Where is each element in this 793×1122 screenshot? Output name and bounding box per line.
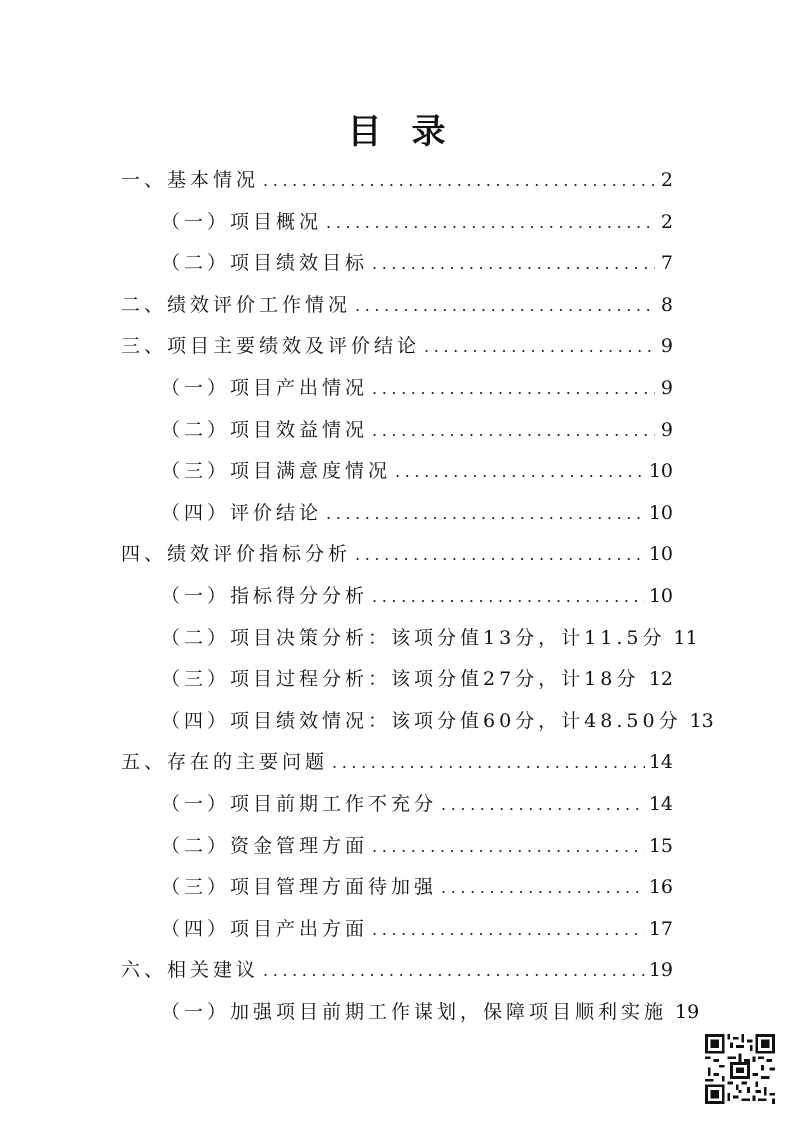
toc-entry-page-number: 9 xyxy=(660,418,673,441)
toc-entry[interactable] xyxy=(121,826,673,868)
toc-entry-page-number: 14 xyxy=(648,792,673,815)
toc-entry-page-number: 9 xyxy=(660,335,673,358)
dot-leader xyxy=(326,202,655,244)
toc-entry[interactable] xyxy=(121,534,673,576)
toc-entry-label: （二）资金管理方面 xyxy=(161,834,369,857)
toc-entry-label: （三）项目满意度情况 xyxy=(161,460,392,483)
toc-entry[interactable] xyxy=(121,909,673,951)
dot-leader xyxy=(263,950,645,992)
toc-entry-page-number: 2 xyxy=(660,169,673,191)
toc-entry-label: （一）项目前期工作不充分 xyxy=(161,792,438,815)
toc-entry-label: （四）项目绩效情况：该项分值60分，计48.50分 xyxy=(161,709,682,732)
toc-entry-label: 五、存在的主要问题 xyxy=(121,751,329,774)
dot-leader xyxy=(372,576,645,618)
toc-entry[interactable] xyxy=(121,493,673,535)
page-title: 目录 xyxy=(347,112,476,152)
toc-entry-page-number: 19 xyxy=(648,959,673,982)
toc-entry-page-number: 8 xyxy=(660,293,673,316)
table-of-contents xyxy=(121,160,714,1033)
toc-entry-label: 一、基本情况 xyxy=(121,169,260,191)
toc-entry-page-number: 17 xyxy=(648,917,673,940)
dot-leader xyxy=(395,451,645,493)
toc-entry-page-number: 10 xyxy=(648,543,673,566)
dot-leader xyxy=(372,243,655,285)
dot-leader xyxy=(372,368,655,410)
toc-entry[interactable] xyxy=(121,285,673,327)
toc-entry-page-number: 10 xyxy=(648,460,673,483)
toc-entry[interactable] xyxy=(121,160,673,202)
toc-entry-label: （一）加强项目前期工作谋划，保障项目顺利实施 xyxy=(161,1000,668,1023)
toc-entry-label: （三）项目管理方面待加强 xyxy=(161,876,438,899)
dot-leader xyxy=(355,534,645,576)
toc-entry-label: （一）项目产出情况 xyxy=(161,376,369,399)
toc-entry-page-number: 9 xyxy=(660,376,673,399)
toc-entry-page-number: 14 xyxy=(648,751,673,774)
toc-entry-label: 三、项目主要绩效及评价结论 xyxy=(121,335,421,358)
toc-entry[interactable] xyxy=(121,742,673,784)
toc-entry-label: （四）评价结论 xyxy=(161,501,323,524)
toc-entry-label: （四）项目产出方面 xyxy=(161,917,369,940)
toc-entry-label: （二）项目决策分析：该项分值13分，计11.5分 xyxy=(161,626,666,649)
toc-entry-page-number: 19 xyxy=(675,1000,700,1023)
toc-entry-page-number: 16 xyxy=(648,876,673,899)
toc-entry-label: 四、绩效评价指标分析 xyxy=(121,543,352,566)
toc-entry-label: （二）项目绩效目标 xyxy=(161,252,369,275)
toc-entry-label: 二、绩效评价工作情况 xyxy=(121,293,352,316)
dot-leader xyxy=(441,867,645,909)
toc-entry-label: 六、相关建议 xyxy=(121,959,260,982)
toc-entry[interactable] xyxy=(121,992,700,1034)
dot-leader xyxy=(332,742,645,784)
toc-entry-page-number: 13 xyxy=(689,709,714,732)
toc-entry[interactable] xyxy=(121,950,673,992)
toc-entry[interactable] xyxy=(121,659,673,701)
dot-leader xyxy=(643,659,644,701)
toc-entry-page-number: 12 xyxy=(648,668,673,691)
toc-entry-page-number: 11 xyxy=(673,626,698,649)
toc-entry[interactable] xyxy=(121,410,673,452)
toc-entry[interactable] xyxy=(121,867,673,909)
toc-entry-label: （一）项目概况 xyxy=(161,210,323,233)
toc-entry[interactable] xyxy=(121,784,673,826)
toc-entry-page-number: 10 xyxy=(648,584,673,607)
toc-entry-label: （二）项目效益情况 xyxy=(161,418,369,441)
toc-entry-page-number: 2 xyxy=(660,210,673,233)
dot-leader xyxy=(441,784,645,826)
toc-entry-label: （三）项目过程分析：该项分值27分，计18分 xyxy=(161,668,640,691)
toc-entry[interactable] xyxy=(121,576,673,618)
dot-leader xyxy=(372,909,645,951)
toc-entry-page-number: 10 xyxy=(648,501,673,524)
toc-entry-page-number: 15 xyxy=(648,834,673,857)
toc-entry[interactable] xyxy=(121,243,673,285)
toc-entry[interactable] xyxy=(121,618,698,660)
toc-entry-label: （一）指标得分分析 xyxy=(161,584,369,607)
qr-code-icon xyxy=(705,1034,775,1104)
toc-entry[interactable] xyxy=(121,326,673,368)
toc-entry[interactable] xyxy=(121,451,673,493)
toc-entry[interactable] xyxy=(121,368,673,410)
dot-leader xyxy=(263,160,655,202)
dot-leader xyxy=(372,410,655,452)
toc-entry[interactable] xyxy=(121,701,714,743)
dot-leader xyxy=(355,285,655,327)
toc-entry[interactable] xyxy=(121,202,673,244)
toc-entry-page-number: 7 xyxy=(660,252,673,275)
dot-leader xyxy=(326,493,645,535)
dot-leader xyxy=(424,326,655,368)
dot-leader xyxy=(372,826,645,868)
